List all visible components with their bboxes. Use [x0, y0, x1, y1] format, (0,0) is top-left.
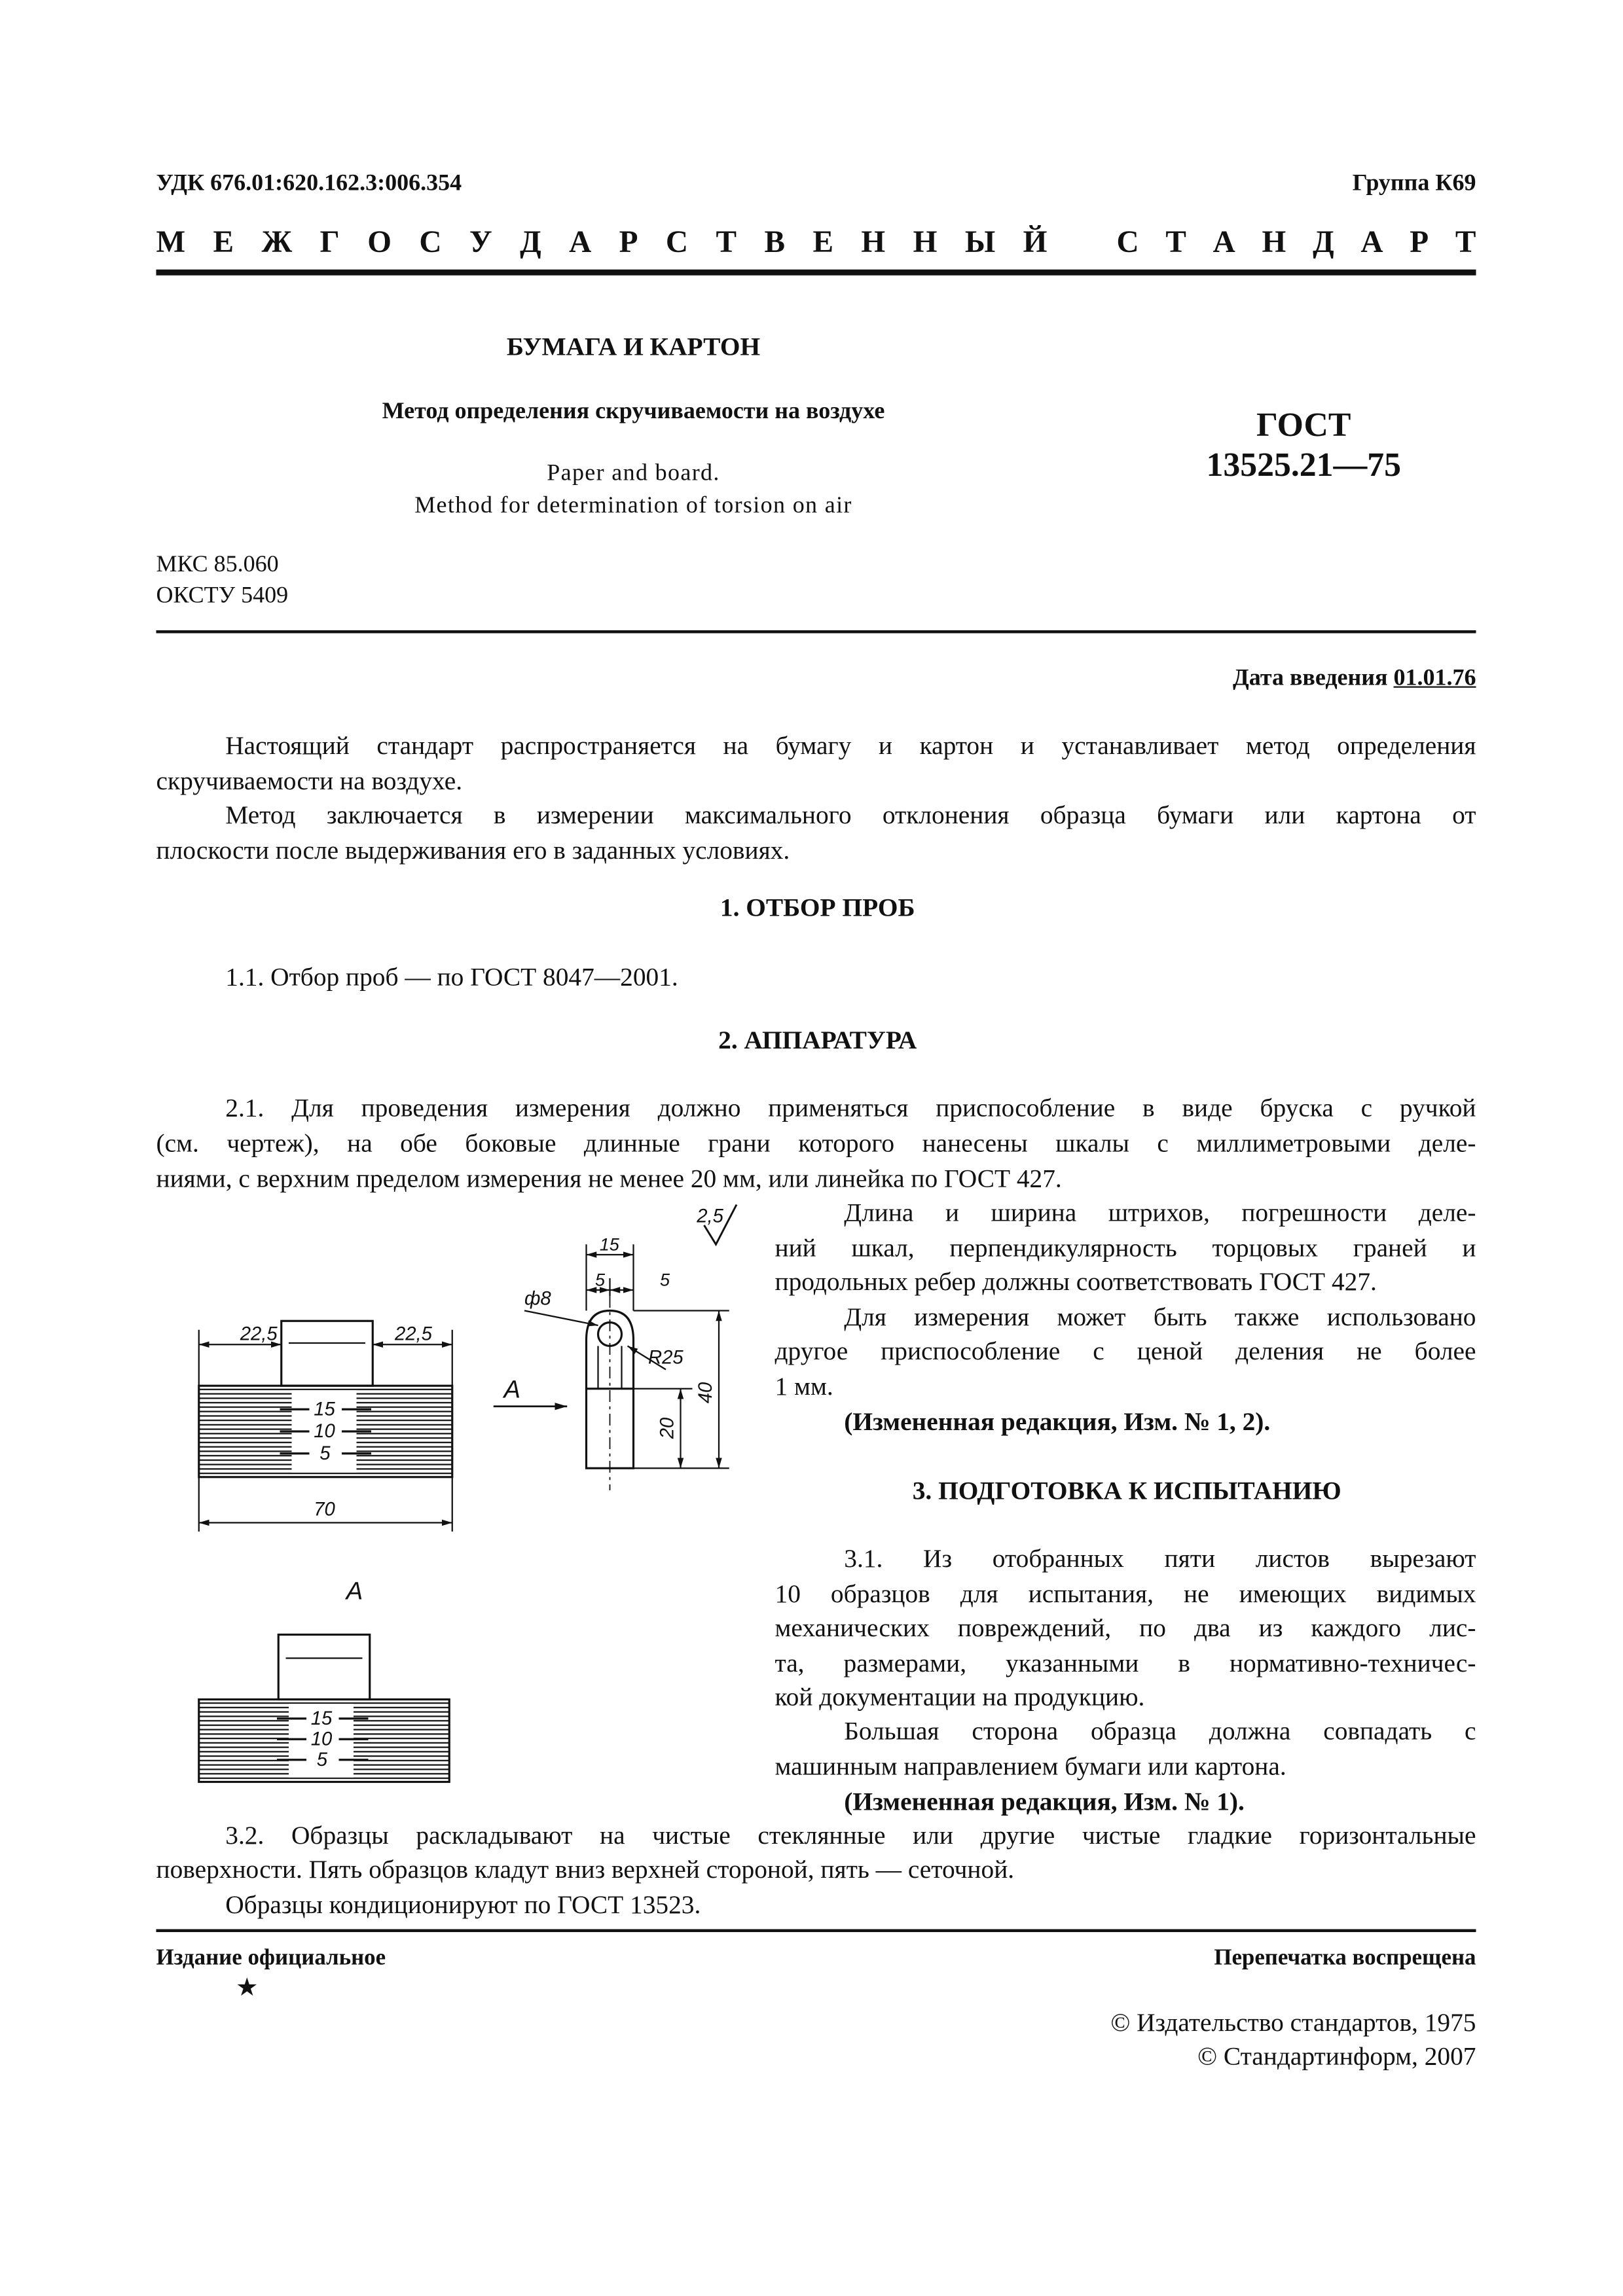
- english-title-line2: Method for determination of torsion on air: [414, 493, 852, 518]
- dim-20-label: 20: [657, 1417, 678, 1439]
- dim-right-label: 22,5: [395, 1323, 432, 1345]
- dim-5b-label: 5: [660, 1270, 670, 1290]
- subtitle: Метод определения скручиваемости на воздухе: [382, 399, 885, 424]
- okstu-code: ОКСТУ 5409: [156, 583, 289, 609]
- intro-p1-line1: Настоящий стандарт распространяется на бумагу и картон и устанавливает метод определения: [225, 730, 1476, 760]
- english-title-line1: Paper and board.: [547, 461, 720, 486]
- banner-left-letter: Р: [619, 224, 638, 259]
- section2-p2-line2: ний шкал, перпендикулярность торцовых граней и: [775, 1232, 1476, 1263]
- section2-p1-line1: 2.1. Для проведения измерения должно применяться приспособление в виде бруска с ручкой: [225, 1092, 1476, 1122]
- dim-40-label: 40: [695, 1382, 716, 1404]
- reprint-notice: Перепечатка воспрещена: [1214, 1945, 1476, 1971]
- front-view-handle: [282, 1321, 373, 1386]
- section1-heading: 1. ОТБОР ПРОБ: [720, 892, 915, 922]
- banner-left-letter: Н: [913, 224, 938, 259]
- banner-left-letter: У: [469, 224, 492, 259]
- copyright-2007: © Стандартинформ, 2007: [1197, 2041, 1476, 2071]
- copyright-1975: © Издательство стандартов, 1975: [1110, 2007, 1476, 2037]
- intro-date-label: Дата введения: [1233, 666, 1388, 691]
- banner-right-letter: Т: [1455, 224, 1476, 259]
- view-arrow-label: А: [503, 1375, 521, 1404]
- banner-left-letter: Д: [520, 224, 541, 259]
- banner-right-letter: Т: [1165, 224, 1186, 259]
- section1-p1: 1.1. Отбор проб — по ГОСТ 8047—2001.: [225, 961, 678, 992]
- banner-left-letter: Ы: [964, 224, 996, 259]
- section3-p1-line1: 3.1. Из отобранных пяти листов вырезают: [844, 1543, 1476, 1573]
- view-a-handle: [278, 1635, 370, 1700]
- scale-15: 15: [314, 1399, 335, 1420]
- main-title: БУМАГА И КАРТОН: [506, 331, 761, 361]
- banner-left-letter: Н: [861, 224, 886, 259]
- view-a-scale-10: 10: [310, 1729, 333, 1750]
- banner-right-letter: Д: [1313, 224, 1334, 259]
- view-a-label: А: [346, 1577, 363, 1605]
- section3-p1-line2: 10 образцов для испытания, не имеющих видимых: [775, 1579, 1476, 1608]
- section2-heading: 2. АППАРАТУРА: [718, 1025, 917, 1054]
- gost-number: 13525.21—75: [1206, 446, 1402, 483]
- banner-left-letter: С: [419, 224, 442, 259]
- banner-left-letter: Т: [716, 224, 737, 259]
- dim-phi-label: ф8: [524, 1288, 551, 1310]
- udk-code: УДК 676.01:620.162.3:006.354: [156, 171, 462, 196]
- banner-left-letter: В: [764, 224, 786, 259]
- banner-left-letter: О: [367, 224, 392, 259]
- banner-right-letter: А: [1360, 224, 1383, 259]
- section2-p3-line2: другое приспособление с ценой деления не более: [775, 1335, 1476, 1365]
- banner-right-letter: А: [1213, 224, 1235, 259]
- banner-left-letter: А: [569, 224, 592, 259]
- banner-left-letter: Е: [812, 224, 833, 259]
- dim-left-label: 22,5: [240, 1323, 278, 1345]
- intro-p1-line2: скручиваемости на воздухе.: [156, 766, 463, 795]
- dim-r25-label: R25: [648, 1347, 684, 1369]
- gost-label: ГОСТ: [1256, 406, 1351, 444]
- roughness-label: 2,5: [697, 1206, 723, 1227]
- dim-total-label: 70: [314, 1499, 335, 1520]
- view-a-scale-15: 15: [310, 1708, 333, 1729]
- intro-date-value: 01.01.76: [1393, 666, 1476, 691]
- section3-p3-line1: 3.2. Образцы раскладывают на чистые стеклянные или другие чистые гладкие горизонтальные: [225, 1820, 1476, 1850]
- section2-p1-line3: ниями, с верхним пределом измерения не менее 20 мм, или линейка по ГОСТ 427.: [156, 1163, 1062, 1193]
- section3-p2-line2: машинным направлением бумаги или картона.: [775, 1751, 1286, 1781]
- section2-p3-line3: 1 мм.: [775, 1371, 833, 1401]
- banner-left-letter: С: [665, 224, 689, 259]
- banner-left-letter: Й: [1023, 224, 1048, 259]
- section3-heading: 3. ПОДГОТОВКА К ИСПЫТАНИЮ: [912, 1475, 1341, 1505]
- banner-left-letter: Г: [319, 224, 340, 259]
- section3-p1-line4: та, размерами, указанными в нормативно-техничес-: [775, 1647, 1476, 1677]
- dim-15-label: 15: [599, 1234, 619, 1255]
- official-edition: Издание официальное: [156, 1945, 386, 1971]
- section2-p2-line3: продольных ребер должны соответствовать ГОСТ 427.: [775, 1266, 1377, 1296]
- view-a-scale-5: 5: [316, 1749, 328, 1770]
- banner-left-letter: М: [156, 224, 186, 259]
- section3-p4: Образцы кондиционируют по ГОСТ 13523.: [225, 1889, 701, 1919]
- star-icon: ★: [236, 1973, 259, 2001]
- section3-p1-line3: механических повреждений, по два из каждого лис-: [775, 1612, 1476, 1642]
- intro-p2-line2: плоскости после выдерживания его в заданных условиях.: [156, 834, 790, 865]
- group-code: Группа К69: [1352, 171, 1476, 196]
- section3-p3-line2: поверхности. Пять образцов кладут вниз верхней стороной, пять — сеточной.: [156, 1854, 1015, 1884]
- section3-amend: (Измененная редакция, Изм. № 1).: [844, 1786, 1245, 1816]
- intro-p2-line1: Метод заключается в измерении максимального отклонения образца бумаги или картона от: [225, 799, 1476, 829]
- banner-left-letter: Е: [213, 224, 234, 259]
- banner-right-letter: Н: [1262, 224, 1286, 259]
- section2-p1-line2: (см. чертеж), на обе боковые длинные грани которого нанесены шкалы с миллиметровыми деле-: [156, 1128, 1476, 1158]
- dim-5a-label: 5: [595, 1270, 606, 1290]
- scale-5: 5: [319, 1443, 331, 1464]
- section3-p1-line5: кой документации на продукцию.: [775, 1681, 1145, 1712]
- scale-10: 10: [314, 1421, 335, 1442]
- section2-p3-line1: Для измерения может быть также использовано: [844, 1302, 1476, 1331]
- mks-code: МКС 85.060: [156, 552, 279, 577]
- banner-left-letter: Ж: [261, 224, 293, 259]
- section2-amend: (Измененная редакция, Изм. № 1, 2).: [844, 1406, 1271, 1436]
- section3-p2-line1: Большая сторона образца должна совпадать с: [844, 1715, 1476, 1746]
- section2-p2-line1: Длина и ширина штрихов, погрешности деле-: [844, 1197, 1476, 1227]
- banner-right-letter: С: [1116, 224, 1139, 259]
- banner-right-letter: Р: [1410, 224, 1429, 259]
